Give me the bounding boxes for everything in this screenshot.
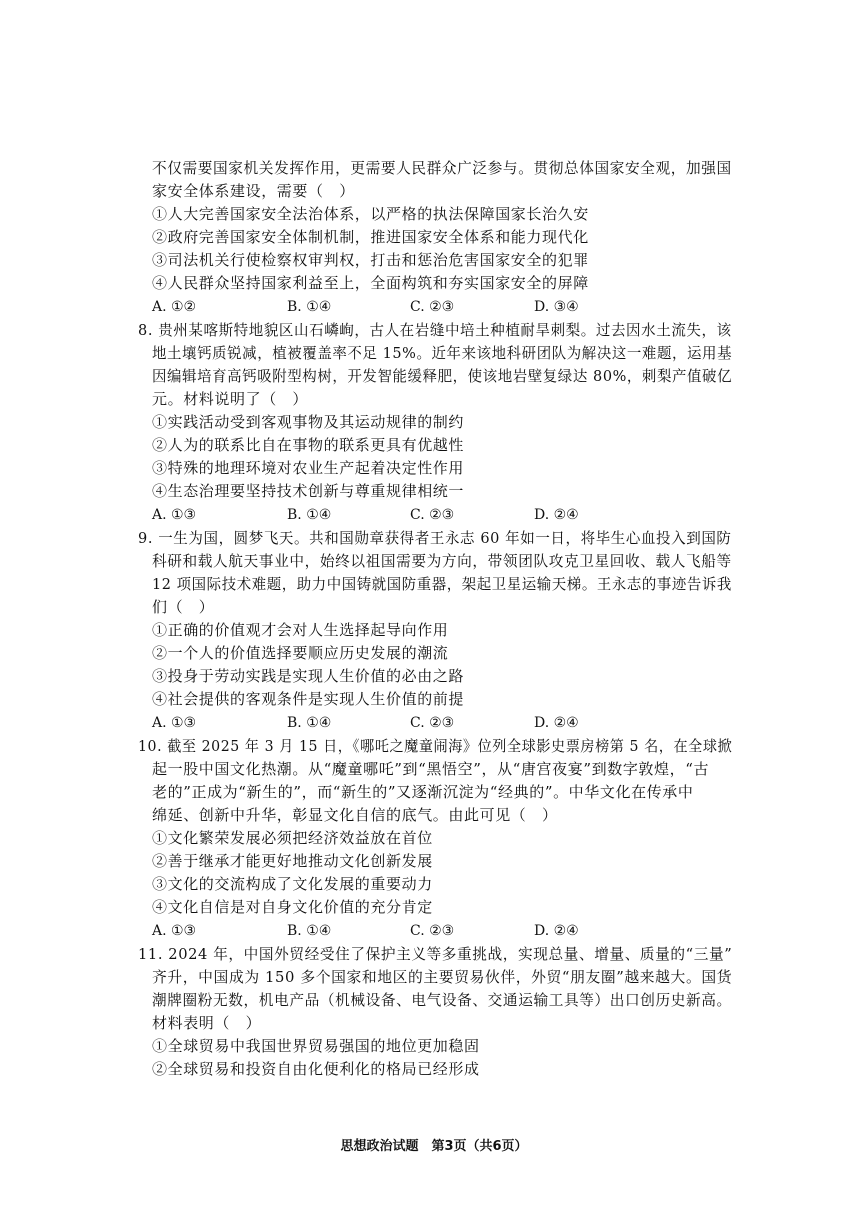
question-text: 家安全体系建设，需要（ ） [152, 182, 355, 200]
question-text: 潮牌圈粉无数，机电产品（机械设备、电气设备、交通运输工具等）出口创历史新高。 [152, 991, 732, 1009]
option-d: D. ②④ [534, 923, 579, 939]
statement-3: ③特殊的地理环境对农业生产起着决定性作用 [152, 459, 465, 477]
question-text: 们（ ） [152, 598, 215, 616]
statement-2: ②政府完善国家安全体制机制，推进国家安全体系和能力现代化 [152, 228, 589, 246]
statement-2: ②一个人的价值选择要顺应历史发展的潮流 [152, 644, 449, 662]
option-a: A. ①② [152, 299, 197, 315]
option-c: C. ②③ [410, 923, 455, 939]
option-a: A. ①③ [152, 507, 197, 523]
option-b: B. ①④ [287, 507, 332, 523]
statement-2: ②善于继承才能更好地推动文化创新发展 [152, 852, 433, 870]
statement-3: ③文化的交流构成了文化发展的重要动力 [152, 875, 433, 893]
question-text: 因编辑培育高钙吸附型构树，开发智能缓释肥，使该地岩壁复绿达 80%，刺梨产值破亿 [152, 367, 733, 385]
question-9-text: 9. 一生为国，圆梦飞天。共和国勋章获得者王永志 60 年如一日，将毕生心血投入到国防 [138, 529, 732, 547]
question-10-text: 10. 截至 2025 年 3 月 15 日，《哪吒之魔童闹海》位列全球影史票房榜第 5 名，在全球掀 [138, 737, 733, 755]
question-text: 12 项国际技术难题，助力中国铸就国防重器，架起卫星运输天梯。王永志的事迹告诉我 [152, 575, 732, 593]
statement-1: ①文化繁荣发展必须把经济效益放在首位 [152, 829, 433, 847]
statement-4: ④人民群众坚持国家利益至上，全面构筑和夯实国家安全的屏障 [152, 274, 589, 292]
option-a: A. ①③ [152, 923, 197, 939]
statement-1: ①实践活动受到客观事物及其运动规律的制约 [152, 413, 465, 431]
option-d: D. ③④ [534, 299, 579, 315]
question-text: 元。材料说明了（ ） [152, 390, 309, 408]
statement-4: ④文化自信是对自身文化价值的充分肯定 [152, 898, 433, 916]
option-c: C. ②③ [410, 299, 455, 315]
statement-3: ③司法机关行使检察权审判权，打击和惩治危害国家安全的犯罪 [152, 251, 589, 269]
option-b: B. ①④ [287, 715, 332, 731]
statement-2: ②全球贸易和投资自由化便利化的格局已经形成 [152, 1060, 480, 1078]
option-d: D. ②④ [534, 715, 579, 731]
option-c: C. ②③ [410, 715, 455, 731]
option-c: C. ②③ [410, 507, 455, 523]
question-text: 起一股中国文化热潮。从“魔童哪吒”到“黑悟空”，从“唐宫夜宴”到数字敦煌，“古 [152, 760, 710, 778]
question-text: 老的”正成为“新生的”，而“新生的”又逐渐沉淀为“经典的”。中华文化在传承中 [152, 783, 694, 801]
question-text: 绵延、创新中升华，彰显文化自信的底气。由此可见（ ） [152, 806, 558, 824]
statement-2: ②人为的联系比自在事物的联系更具有优越性 [152, 436, 465, 454]
question-text: 地土壤钙质锐减，植被覆盖率不足 15%。近年来该地科研团队为解决这一难题，运用基 [152, 344, 733, 362]
question-text: 材料表明（ ） [152, 1014, 262, 1032]
statement-1: ①正确的价值观才会对人生选择起导向作用 [152, 621, 449, 639]
statement-1: ①人大完善国家安全法治体系，以严格的执法保障国家长治久安 [152, 205, 589, 223]
option-b: B. ①④ [287, 299, 332, 315]
statement-4: ④社会提供的客观条件是实现人生价值的前提 [152, 690, 465, 708]
statement-1: ①全球贸易中我国世界贸易强国的地位更加稳固 [152, 1037, 480, 1055]
option-a: A. ①③ [152, 715, 197, 731]
question-text: 科研和载人航天事业中，始终以祖国需要为方向，带领团队攻克卫星回收、载人飞船等 [152, 552, 732, 570]
question-text: 不仅需要国家机关发挥作用，更需要人民群众广泛参与。贯彻总体国家安全观，加强国 [152, 159, 732, 177]
question-text: 齐升，中国成为 150 多个国家和地区的主要贸易伙伴，外贸“朋友圈”越来越大。国货 [152, 968, 733, 986]
question-8-text: 8. 贵州某喀斯特地貌区山石嶙峋，古人在岩缝中培土种植耐旱刺梨。过去因水土流失，该 [138, 321, 732, 339]
question-11-text: 11. 2024 年，中国外贸经受住了保护主义等多重挑战，实现总量、增量、质量的“三量” [138, 945, 733, 963]
statement-3: ③投身于劳动实践是实现人生价值的必由之路 [152, 667, 465, 685]
option-d: D. ②④ [534, 507, 579, 523]
page-footer: 思想政治试题 第3页（共6页） [340, 1139, 528, 1154]
option-b: B. ①④ [287, 923, 332, 939]
statement-4: ④生态治理要坚持技术创新与尊重规律相统一 [152, 482, 465, 500]
